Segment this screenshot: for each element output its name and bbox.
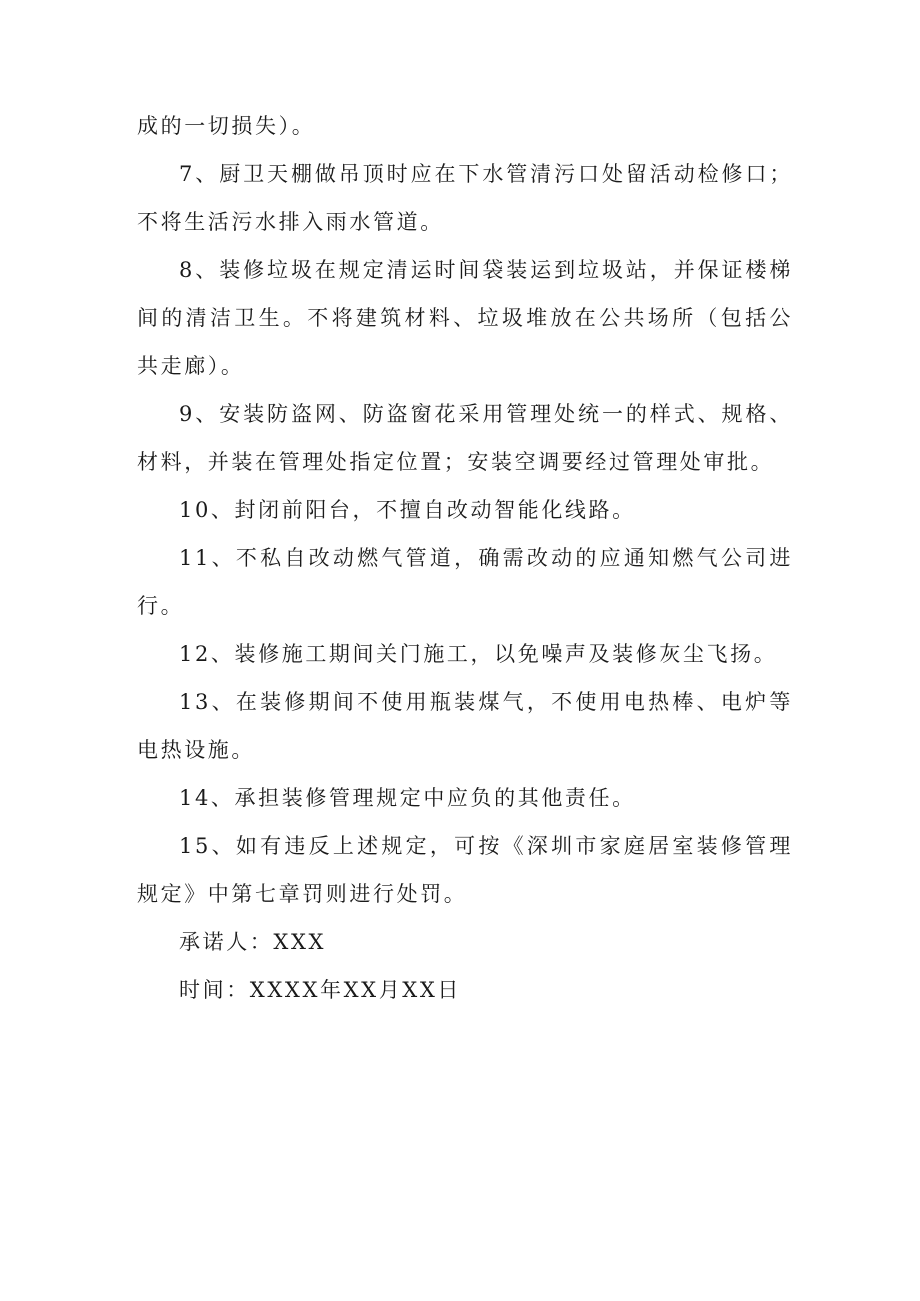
paragraph-item-8: 8、装修垃圾在规定清运时间袋装运到垃圾站，并保证楼梯间的清洁卫生。不将建筑材料、垃圾堆放在公共场所（包括公共走廊）。 [137, 258, 793, 378]
paragraph-item-15: 15、如有违反上述规定，可按《深圳市家庭居室装修管理规定》中第七章罚则进行处罚。 [137, 834, 793, 906]
paragraph-item-13: 13、在装修期间不使用瓶装煤气，不使用电热棒、电炉等电热设施。 [137, 690, 793, 762]
paragraph-item-14: 14、承担装修管理规定中应负的其他责任。 [179, 786, 636, 810]
document-body [137, 102, 793, 1014]
paragraph-item-9: 9、安装防盗网、防盗窗花采用管理处统一的样式、规格、材料，并装在管理处指定位置；安装空调要经过管理处审批。 [137, 402, 793, 474]
date-line: 时间：XXXX年XX月XX日 [179, 978, 462, 1002]
paragraph-item-10: 10、封闭前阳台，不擅自改动智能化线路。 [179, 498, 636, 522]
paragraph-continuation: 成的一切损失）。 [137, 114, 316, 138]
paragraph-item-12: 12、装修施工期间关门施工，以免噪声及装修灰尘飞扬。 [179, 642, 778, 666]
paragraph-item-7: 7、厨卫天棚做吊顶时应在下水管清污口处留活动检修口；不将生活污水排入雨水管道。 [137, 162, 793, 234]
paragraph-item-11: 11、不私自改动燃气管道，确需改动的应通知燃气公司进行。 [137, 546, 793, 618]
signatory-line: 承诺人：XXX [179, 930, 327, 954]
